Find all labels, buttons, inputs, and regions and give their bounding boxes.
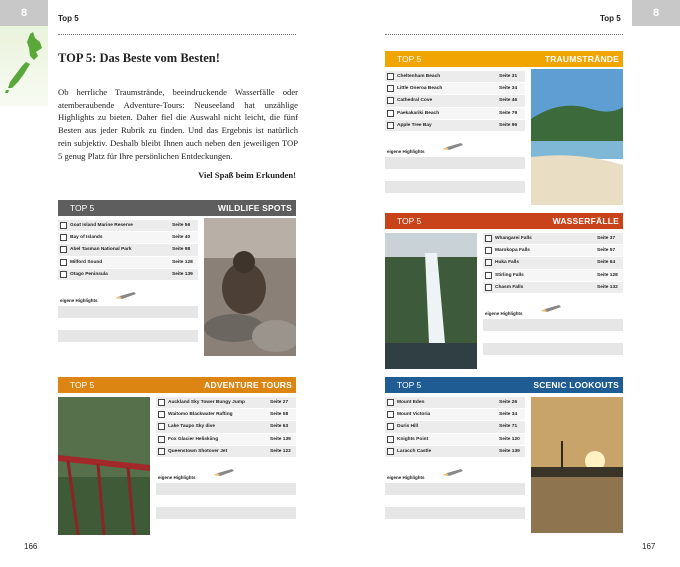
item-page: Seite 79 [499, 110, 518, 116]
item-page: Seite 34 [499, 412, 518, 418]
intro-paragraph: Ob herrliche Traumstrände, beeindruckende Wasserfälle oder atemberaubende Adventure-Tours: Neuseeland hat unzählige Highlights zu bieten. Daher fiel die Auswahl nicht leicht, die fünf Besten aus jeder Rubrik zu finden. Und das Ergebnis ist natürlich rein subjektiv. Deshalb bleibt Ihnen auch neben den jeweiligen TOP 5 genug Platz für Ihre persönlichen Entdeckungen. [58, 87, 298, 161]
item-page: Seite 132 [597, 284, 618, 290]
list-item [156, 409, 296, 421]
list-item [385, 95, 525, 107]
item-page: Seite 64 [597, 260, 616, 266]
checkbox[interactable] [158, 399, 165, 406]
item-name: Duris Hill [397, 424, 419, 430]
list-item [385, 397, 525, 409]
item-page: Seite 139 [172, 271, 193, 277]
list-item [483, 257, 623, 269]
checkbox[interactable] [158, 436, 165, 443]
list-item [58, 232, 198, 244]
item-name: Little Oneroa Beach [397, 86, 443, 92]
item-page: Seite 120 [499, 436, 520, 442]
checkbox[interactable] [60, 259, 67, 266]
checkbox[interactable] [387, 73, 394, 80]
city-sunset-photo [531, 397, 623, 533]
checkbox[interactable] [387, 448, 394, 455]
item-name: Marokopa Falls [495, 248, 530, 254]
highlights-label: eigene Highlights [60, 298, 98, 303]
item-name: Chasm Falls [495, 284, 524, 290]
bridge-photo [58, 397, 150, 535]
item-name: Auckland Sky Tower Bungy Jump [168, 400, 245, 406]
pencil-icon [541, 305, 563, 312]
intro-title: TOP 5: Das Beste vom Besten! [58, 51, 220, 65]
item-name: Lake Taupo Sky dive [168, 424, 216, 430]
list-item [385, 409, 525, 421]
item-page: Seite 56 [172, 223, 191, 229]
running-head-left: Top 5 [58, 14, 79, 23]
list-item [483, 233, 623, 245]
item-page: Seite 46 [499, 98, 518, 104]
item-name: Waitomo Blackwater Rafting [168, 412, 233, 418]
checkbox[interactable] [158, 411, 165, 418]
chapter-number: 8 [20, 7, 28, 19]
list-item [385, 71, 525, 83]
intro-signoff: Viel Spaß beim Erkunden! [198, 170, 296, 180]
wildlife-spots-box [58, 200, 296, 358]
item-name: Laracch Castle [397, 448, 432, 454]
checkbox[interactable] [387, 110, 394, 117]
item-name: Mount Victoria [397, 412, 431, 418]
list-item [483, 282, 623, 294]
item-name: Fox Glacier Heliskiing [168, 436, 219, 442]
scenic-lookouts-box [385, 377, 623, 535]
list-item [483, 245, 623, 257]
box-label: TOP 5 [397, 380, 422, 390]
checkbox[interactable] [387, 97, 394, 104]
item-name: Stirling Falls [495, 272, 524, 278]
checkbox[interactable] [60, 222, 67, 229]
running-head-right: Top 5 [600, 14, 621, 23]
item-page: Seite 34 [499, 86, 518, 92]
item-page: Seite 26 [499, 400, 518, 406]
box-title: WILDLIFE SPOTS [217, 203, 292, 213]
item-page: Seite 96 [499, 122, 518, 128]
item-name: Goat Island Marine Reserve [70, 223, 133, 229]
item-page: Seite 40 [172, 235, 191, 241]
pencil-icon [214, 469, 236, 476]
checkbox[interactable] [387, 423, 394, 430]
list-item [58, 244, 198, 256]
checkbox[interactable] [485, 247, 492, 254]
checkbox[interactable] [158, 423, 165, 430]
box-title: ADVENTURE TOURS [204, 380, 292, 390]
item-page: Seite 58 [270, 412, 289, 418]
item-name: Apple Tree Bay [397, 122, 432, 128]
chapter-tab-right [632, 0, 680, 26]
item-page: Seite 139 [499, 448, 520, 454]
item-name: Cathedral Cove [397, 98, 433, 104]
highlight-line[interactable] [385, 157, 525, 169]
item-name: Huka Falls [495, 260, 519, 266]
box-label: TOP 5 [397, 216, 422, 226]
list-item [385, 120, 525, 132]
checkbox[interactable] [485, 235, 492, 242]
highlights-label: eigene Highlights [485, 311, 523, 316]
item-page: Seite 37 [597, 236, 616, 242]
list-item [483, 270, 623, 282]
dotted-rule-left [58, 34, 296, 35]
chapter-number: 8 [652, 7, 660, 19]
checkbox[interactable] [387, 122, 394, 129]
highlight-line[interactable] [58, 330, 198, 342]
item-name: Cheltenham Beach [397, 74, 441, 80]
pencil-icon [116, 292, 138, 299]
item-page: Seite 128 [172, 259, 193, 265]
item-page: Seite 128 [597, 272, 618, 278]
box-title: WASSERFÄLLE [552, 216, 619, 226]
checkbox[interactable] [485, 284, 492, 291]
highlight-line[interactable] [58, 306, 198, 318]
item-name: Bay of Islands [70, 235, 103, 241]
checkbox[interactable] [485, 272, 492, 279]
list-item [385, 421, 525, 433]
beach-photo [531, 69, 623, 205]
waterfall-photo [385, 233, 477, 369]
list-item [156, 434, 296, 446]
list-item [58, 220, 198, 232]
pencil-icon [443, 143, 465, 150]
pencil-icon [443, 469, 465, 476]
item-name: Otago Peninsula [70, 271, 108, 277]
box-header [58, 377, 296, 393]
wasserfaelle-box [385, 213, 623, 371]
highlight-line[interactable] [385, 483, 525, 495]
list-item [156, 421, 296, 433]
item-page: Seite 71 [499, 424, 518, 430]
item-name: Milford Sound [70, 259, 103, 265]
highlight-line[interactable] [483, 343, 623, 355]
list-item [385, 108, 525, 120]
checkbox[interactable] [387, 399, 394, 406]
item-name: Knights Point [397, 436, 429, 442]
checkbox[interactable] [387, 411, 394, 418]
chapter-tab-left [0, 0, 48, 26]
highlight-line[interactable] [156, 483, 296, 495]
item-name: Mount Eden [397, 400, 425, 406]
highlights-label: eigene Highlights [387, 149, 425, 154]
item-name: Queenstown Shotover Jet [168, 448, 228, 454]
box-title: SCENIC LOOKOUTS [533, 380, 619, 390]
box-header [385, 51, 623, 67]
box-header [385, 377, 623, 393]
checkbox[interactable] [485, 259, 492, 266]
highlights-label: eigene Highlights [158, 475, 196, 480]
list-item [58, 269, 198, 281]
item-page: Seite 139 [270, 436, 291, 442]
item-name: Abel Tasman National Park [70, 247, 132, 253]
traumstraende-box [385, 51, 623, 205]
adventure-tours-box [58, 377, 296, 535]
checkbox[interactable] [60, 234, 67, 241]
item-page: Seite 122 [270, 448, 291, 454]
page-number-left: 166 [24, 542, 38, 551]
highlight-line[interactable] [385, 507, 525, 519]
list-item [385, 446, 525, 458]
highlight-line[interactable] [156, 507, 296, 519]
checkbox[interactable] [60, 246, 67, 253]
item-name: Whangarei Falls [495, 236, 532, 242]
highlight-line[interactable] [483, 319, 623, 331]
item-page: Seite 63 [270, 424, 289, 430]
page-number-right: 167 [642, 542, 656, 551]
item-page: Seite 27 [270, 400, 289, 406]
new-zealand-map [0, 26, 48, 106]
list-item [385, 83, 525, 95]
item-page: Seite 98 [172, 247, 191, 253]
checkbox[interactable] [158, 448, 165, 455]
box-label: TOP 5 [70, 203, 95, 213]
box-label: TOP 5 [70, 380, 95, 390]
item-page: Seite 57 [597, 248, 616, 254]
list-item [58, 257, 198, 269]
list-item [156, 397, 296, 409]
list-item [156, 446, 296, 458]
item-page: Seite 31 [499, 74, 518, 80]
highlights-label: eigene Highlights [387, 475, 425, 480]
checkbox[interactable] [387, 85, 394, 92]
new-zealand-map-icon [0, 26, 48, 106]
checkbox[interactable] [60, 271, 67, 278]
seal-photo [204, 218, 296, 356]
box-title: TRAUMSTRÄNDE [544, 54, 619, 64]
box-header [385, 213, 623, 229]
list-item [385, 434, 525, 446]
box-label: TOP 5 [397, 54, 422, 64]
checkbox[interactable] [387, 436, 394, 443]
box-header [58, 200, 296, 216]
dotted-rule-right [385, 34, 623, 35]
highlight-line[interactable] [385, 181, 525, 193]
item-name: Paekakariki Beach [397, 110, 440, 116]
